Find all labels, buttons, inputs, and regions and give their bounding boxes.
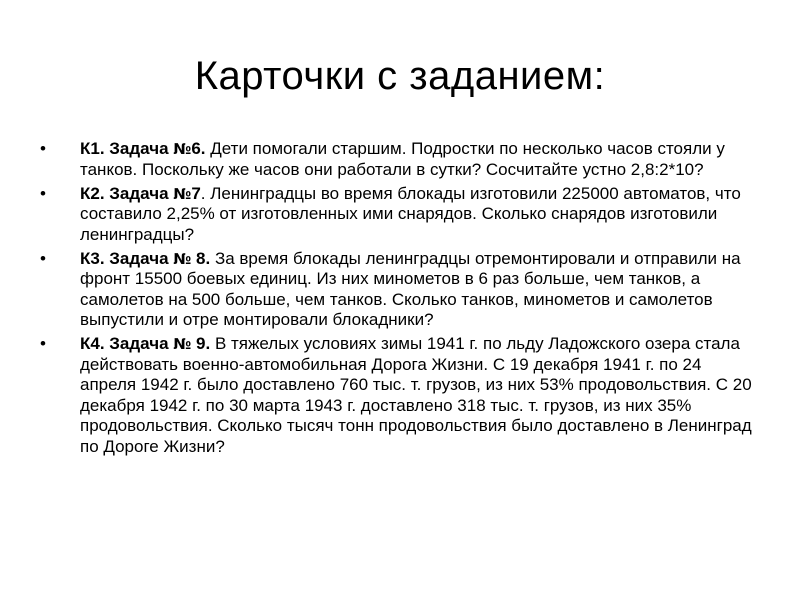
task-list [40,139,752,461]
task-card-label: К3. Задача [80,248,169,268]
task-heading [80,334,210,353]
task-text: . Ленинградцы во время блокады изготовили 225000 автоматов, что составило 2,25% от изготовленных ими снарядов. Сколько снарядов изготовили ленинградцы? [80,183,741,244]
task-heading [80,184,201,203]
slide-title: Карточки с заданием: [194,54,606,98]
bullet-icon: • [40,139,46,158]
task-card-2 [40,184,752,246]
task-heading [80,249,210,268]
task-text: За время блокады ленинградцы отремонтировали и отправили на фронт 15500 боевых единиц. Из них минометов в 6 раз больше, чем танков, а самолетов на 500 больше, чем танков. Сколько танков, минометов и самолетов выпустили и отре монтировали блокадники? [80,248,741,329]
task-card-label: К1. Задача [80,139,169,158]
task-card-3 [40,249,752,331]
task-number: 7 [191,183,201,203]
task-card-label: К2. Задача [80,183,169,203]
task-number: 9. [191,334,211,353]
task-card-4 [40,334,752,457]
bullet-icon: • [40,248,46,268]
number-sign: № [173,184,192,203]
number-sign: № [173,335,192,353]
task-card-1 [40,139,752,180]
task-heading: К1. Задача №6. [80,139,206,158]
task-text: Дети помогали старшим. Подростки по несколько часов стояли у танков. Поскольку же часов они работали в сутки? Сосчитайте устно 2,8:2*10? [80,139,725,179]
task-card-label: К4. Задача [80,334,169,353]
number-sign: № [173,249,192,268]
bullet-icon: • [40,183,46,203]
task-text: В тяжелых условиях зимы 1941 г. по льду Ладожского озера стала действовать военно-автомобильная Дорога Жизни. С 19 декабря 1941 г. по 24 апреля 1942 г. было доставлено 760 тыс. т. грузов, из них 53% продовольствия. С 20 декабря 1942 г. по 30 марта 1943 г. доставлено 318 тыс. т. грузов, из них 35% продовольствия. Сколько тысяч тонн продовольствия было доставлено в Ленинград по Дороге Жизни? [80,334,752,456]
task-number: 6 [191,139,201,158]
bullet-icon: • [40,334,46,353]
task-number: 8. [191,248,211,268]
number-sign: № [173,140,192,158]
